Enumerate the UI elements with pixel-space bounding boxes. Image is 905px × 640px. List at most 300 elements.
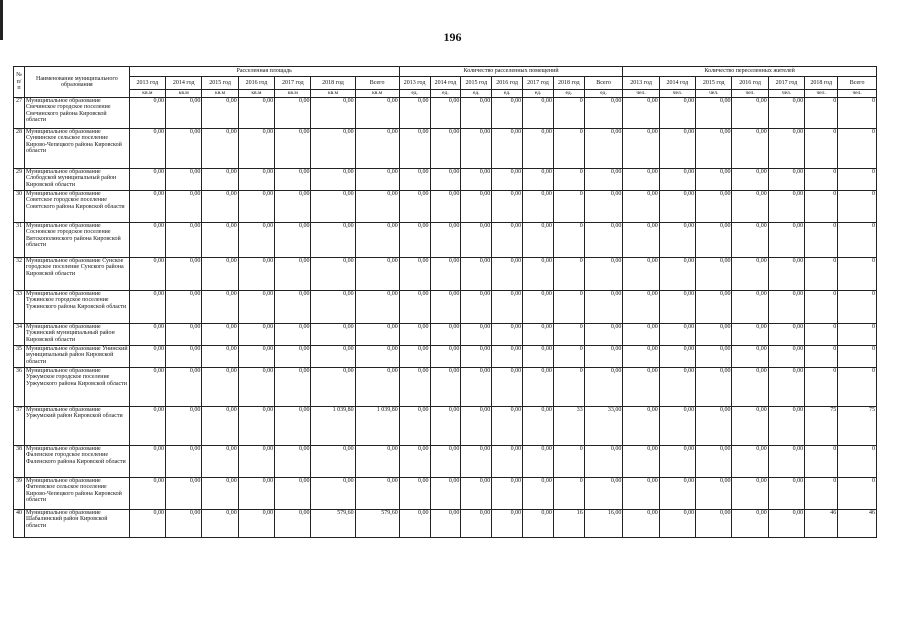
value-cell: 0,00 bbox=[238, 368, 274, 407]
value-cell: 0,00 bbox=[461, 446, 492, 478]
value-cell: 75 bbox=[805, 407, 838, 446]
value-cell: 0,00 bbox=[659, 478, 695, 510]
value-cell: 0,00 bbox=[623, 446, 659, 478]
header-unit: чел. bbox=[838, 90, 877, 98]
value-cell: 0,00 bbox=[166, 98, 202, 129]
value-cell: 0,00 bbox=[492, 169, 523, 191]
value-cell: 0,00 bbox=[238, 191, 274, 223]
row-number: 31 bbox=[14, 223, 25, 258]
row-number: 32 bbox=[14, 258, 25, 291]
value-cell: 16 bbox=[553, 510, 584, 538]
value-cell: 0,00 bbox=[461, 98, 492, 129]
header-unit: чел. bbox=[696, 90, 732, 98]
value-cell: 0,00 bbox=[311, 368, 355, 407]
header-year: Всего bbox=[838, 77, 877, 90]
value-cell: 0,00 bbox=[202, 478, 238, 510]
value-cell: 0,00 bbox=[584, 446, 623, 478]
value-cell: 0 bbox=[838, 324, 877, 346]
row-number: 38 bbox=[14, 446, 25, 478]
value-cell: 0,00 bbox=[202, 223, 238, 258]
header-unit: чел. bbox=[805, 90, 838, 98]
value-cell: 0,00 bbox=[732, 191, 768, 223]
value-cell: 0,00 bbox=[202, 98, 238, 129]
value-cell: 0 bbox=[805, 368, 838, 407]
value-cell: 0,00 bbox=[768, 510, 804, 538]
value-cell: 0 bbox=[838, 478, 877, 510]
header-year: Всего bbox=[355, 77, 399, 90]
value-cell: 0,00 bbox=[696, 169, 732, 191]
value-cell: 0,00 bbox=[311, 346, 355, 368]
value-cell: 0,00 bbox=[430, 291, 461, 324]
municipality-name: Муниципальное образование Уржумское городское поселение Уржумского района Кировской области bbox=[25, 368, 130, 407]
value-cell: 0,00 bbox=[584, 169, 623, 191]
value-cell: 0,00 bbox=[584, 223, 623, 258]
header-unit: кв.м bbox=[355, 90, 399, 98]
value-cell: 0,00 bbox=[311, 129, 355, 169]
value-cell: 0,00 bbox=[275, 129, 311, 169]
value-cell: 0,00 bbox=[732, 98, 768, 129]
municipality-name: Муниципальное образование Фатеевское сельское поселение Кирово-Чепецкого района Кировской области bbox=[25, 478, 130, 510]
value-cell: 0,00 bbox=[430, 169, 461, 191]
value-cell: 0 bbox=[553, 258, 584, 291]
value-cell: 0,00 bbox=[129, 368, 165, 407]
value-cell: 0,00 bbox=[768, 291, 804, 324]
header-group-area: Расселенная площадь bbox=[129, 67, 399, 77]
value-cell: 0 bbox=[553, 346, 584, 368]
table-row bbox=[14, 223, 877, 258]
value-cell: 579,60 bbox=[355, 510, 399, 538]
municipality-name: Муниципальное образование Свечинское городское поселение Свечинского района Кировской области bbox=[25, 98, 130, 129]
value-cell: 0,00 bbox=[461, 191, 492, 223]
table-row bbox=[14, 191, 877, 223]
header-unit: ед. bbox=[399, 90, 430, 98]
value-cell: 0,00 bbox=[238, 223, 274, 258]
table-row bbox=[14, 324, 877, 346]
value-cell: 0,00 bbox=[696, 510, 732, 538]
value-cell: 0,00 bbox=[732, 223, 768, 258]
header-year: 2014 год bbox=[430, 77, 461, 90]
value-cell: 0,00 bbox=[768, 368, 804, 407]
value-cell: 0,00 bbox=[696, 368, 732, 407]
header-unit: кв.м bbox=[166, 90, 202, 98]
value-cell: 0,00 bbox=[355, 191, 399, 223]
municipality-name: Муниципальное образование Сунвинское сельское поселение Кирово-Чепецкого района Кировской области bbox=[25, 129, 130, 169]
value-cell: 0,00 bbox=[166, 368, 202, 407]
value-cell: 0,00 bbox=[430, 346, 461, 368]
value-cell: 0,00 bbox=[523, 346, 554, 368]
value-cell: 0,00 bbox=[696, 129, 732, 169]
value-cell: 0,00 bbox=[659, 98, 695, 129]
value-cell: 0,00 bbox=[623, 407, 659, 446]
value-cell: 0,00 bbox=[129, 478, 165, 510]
value-cell: 579,60 bbox=[311, 510, 355, 538]
value-cell: 16,00 bbox=[584, 510, 623, 538]
value-cell: 0,00 bbox=[623, 98, 659, 129]
value-cell: 0,00 bbox=[768, 407, 804, 446]
header-year: 2017 год bbox=[275, 77, 311, 90]
value-cell: 0,00 bbox=[696, 478, 732, 510]
value-cell: 0,00 bbox=[166, 129, 202, 169]
table-row bbox=[14, 446, 877, 478]
header-unit: ед. bbox=[523, 90, 554, 98]
value-cell: 0,00 bbox=[311, 446, 355, 478]
value-cell: 0,00 bbox=[623, 191, 659, 223]
value-cell: 0,00 bbox=[355, 291, 399, 324]
value-cell: 0,00 bbox=[399, 191, 430, 223]
row-number: 28 bbox=[14, 129, 25, 169]
value-cell: 0,00 bbox=[768, 478, 804, 510]
value-cell: 46 bbox=[805, 510, 838, 538]
value-cell: 46 bbox=[838, 510, 877, 538]
value-cell: 0,00 bbox=[623, 129, 659, 169]
value-cell: 0,00 bbox=[129, 324, 165, 346]
header-year: 2013 год bbox=[399, 77, 430, 90]
value-cell: 75 bbox=[838, 407, 877, 446]
value-cell: 0,00 bbox=[659, 191, 695, 223]
value-cell: 0,00 bbox=[399, 446, 430, 478]
header-name: Наименование муниципального образования bbox=[25, 67, 130, 98]
value-cell: 0,00 bbox=[732, 368, 768, 407]
value-cell: 0,00 bbox=[623, 169, 659, 191]
value-cell: 0,00 bbox=[355, 324, 399, 346]
value-cell: 0,00 bbox=[659, 291, 695, 324]
municipality-name: Муниципальное образование Тужинский муниципальный район Кировской области bbox=[25, 324, 130, 346]
value-cell: 0,00 bbox=[523, 368, 554, 407]
value-cell: 0,00 bbox=[523, 407, 554, 446]
row-number: 40 bbox=[14, 510, 25, 538]
value-cell: 0,00 bbox=[355, 169, 399, 191]
value-cell: 0,00 bbox=[659, 346, 695, 368]
value-cell: 0,00 bbox=[732, 258, 768, 291]
value-cell: 0,00 bbox=[166, 346, 202, 368]
municipality-name: Муниципальное образование Уржумский район Кировской области bbox=[25, 407, 130, 446]
value-cell: 0,00 bbox=[202, 346, 238, 368]
value-cell: 0,00 bbox=[659, 368, 695, 407]
row-number: 30 bbox=[14, 191, 25, 223]
header-year: 2013 год bbox=[623, 77, 659, 90]
value-cell: 0,00 bbox=[768, 98, 804, 129]
header-unit: ед. bbox=[584, 90, 623, 98]
value-cell: 0,00 bbox=[623, 510, 659, 538]
value-cell: 0 bbox=[838, 98, 877, 129]
value-cell: 0,00 bbox=[461, 407, 492, 446]
value-cell: 0,00 bbox=[523, 98, 554, 129]
value-cell: 0,00 bbox=[523, 478, 554, 510]
table-row bbox=[14, 368, 877, 407]
value-cell: 0,00 bbox=[492, 446, 523, 478]
value-cell: 0,00 bbox=[166, 169, 202, 191]
value-cell: 0,00 bbox=[523, 223, 554, 258]
row-number: 29 bbox=[14, 169, 25, 191]
value-cell: 0 bbox=[838, 346, 877, 368]
value-cell: 0,00 bbox=[355, 346, 399, 368]
value-cell: 0,00 bbox=[659, 510, 695, 538]
value-cell: 0,00 bbox=[523, 191, 554, 223]
value-cell: 0,00 bbox=[492, 223, 523, 258]
value-cell: 0,00 bbox=[399, 407, 430, 446]
value-cell: 0,00 bbox=[399, 346, 430, 368]
value-cell: 0,00 bbox=[275, 478, 311, 510]
header-year: 2017 год bbox=[523, 77, 554, 90]
value-cell: 0,00 bbox=[492, 346, 523, 368]
value-cell: 0,00 bbox=[623, 258, 659, 291]
header-unit: кв.м bbox=[238, 90, 274, 98]
value-cell: 0,00 bbox=[584, 258, 623, 291]
value-cell: 0,00 bbox=[129, 169, 165, 191]
value-cell: 0,00 bbox=[430, 407, 461, 446]
value-cell: 0,00 bbox=[238, 129, 274, 169]
header-year: 2016 год bbox=[492, 77, 523, 90]
value-cell: 0 bbox=[805, 446, 838, 478]
value-cell: 0 bbox=[805, 258, 838, 291]
value-cell: 0,00 bbox=[584, 129, 623, 169]
value-cell: 0,00 bbox=[129, 258, 165, 291]
value-cell: 0,00 bbox=[399, 478, 430, 510]
value-cell: 0 bbox=[553, 223, 584, 258]
row-number: 37 bbox=[14, 407, 25, 446]
value-cell: 0 bbox=[805, 129, 838, 169]
header-year: 2016 год bbox=[238, 77, 274, 90]
value-cell: 0,00 bbox=[732, 129, 768, 169]
municipality-name: Муниципальное образование Шабалинский район Кировской области bbox=[25, 510, 130, 538]
header-year: 2018 год bbox=[805, 77, 838, 90]
value-cell: 0,00 bbox=[584, 346, 623, 368]
value-cell: 0 bbox=[553, 98, 584, 129]
value-cell: 0,00 bbox=[399, 368, 430, 407]
value-cell: 0,00 bbox=[275, 510, 311, 538]
value-cell: 0,00 bbox=[238, 258, 274, 291]
value-cell: 0,00 bbox=[430, 324, 461, 346]
value-cell: 0,00 bbox=[166, 407, 202, 446]
value-cell: 0,00 bbox=[696, 191, 732, 223]
header-unit: ед. bbox=[430, 90, 461, 98]
value-cell: 0,00 bbox=[768, 223, 804, 258]
value-cell: 0,00 bbox=[492, 291, 523, 324]
value-cell: 0,00 bbox=[238, 324, 274, 346]
header-year: 2013 год bbox=[129, 77, 165, 90]
row-number: 35 bbox=[14, 346, 25, 368]
value-cell: 0,00 bbox=[311, 258, 355, 291]
value-cell: 0,00 bbox=[696, 223, 732, 258]
value-cell: 0,00 bbox=[430, 258, 461, 291]
value-cell: 0,00 bbox=[399, 258, 430, 291]
value-cell: 0 bbox=[838, 191, 877, 223]
value-cell: 0,00 bbox=[768, 169, 804, 191]
value-cell: 0,00 bbox=[166, 258, 202, 291]
value-cell: 0,00 bbox=[523, 510, 554, 538]
table-row bbox=[14, 258, 877, 291]
value-cell: 0 bbox=[838, 291, 877, 324]
value-cell: 0,00 bbox=[430, 98, 461, 129]
value-cell: 0,00 bbox=[492, 368, 523, 407]
value-cell: 0,00 bbox=[202, 169, 238, 191]
value-cell: 0,00 bbox=[492, 129, 523, 169]
header-group-premises: Количество расселенных помещений bbox=[399, 67, 623, 77]
value-cell: 0,00 bbox=[129, 446, 165, 478]
value-cell: 0,00 bbox=[311, 291, 355, 324]
value-cell: 0,00 bbox=[430, 223, 461, 258]
value-cell: 0,00 bbox=[275, 324, 311, 346]
value-cell: 0,00 bbox=[202, 407, 238, 446]
header-year: 2014 год bbox=[659, 77, 695, 90]
header-unit: кв.м bbox=[275, 90, 311, 98]
value-cell: 0,00 bbox=[623, 478, 659, 510]
value-cell: 33 bbox=[553, 407, 584, 446]
value-cell: 0,00 bbox=[166, 291, 202, 324]
value-cell: 0,00 bbox=[166, 446, 202, 478]
header-unit: ед. bbox=[553, 90, 584, 98]
header-year: 2015 год bbox=[202, 77, 238, 90]
value-cell: 0,00 bbox=[696, 446, 732, 478]
value-cell: 0,00 bbox=[311, 169, 355, 191]
value-cell: 0,00 bbox=[623, 223, 659, 258]
header-year: 2015 год bbox=[696, 77, 732, 90]
value-cell: 0,00 bbox=[238, 478, 274, 510]
header-unit: чел. bbox=[623, 90, 659, 98]
value-cell: 0,00 bbox=[166, 324, 202, 346]
value-cell: 0,00 bbox=[696, 258, 732, 291]
value-cell: 0,00 bbox=[623, 324, 659, 346]
value-cell: 0,00 bbox=[166, 478, 202, 510]
value-cell: 0,00 bbox=[275, 291, 311, 324]
value-cell: 0 bbox=[805, 324, 838, 346]
value-cell: 0 bbox=[805, 98, 838, 129]
value-cell: 0,00 bbox=[523, 324, 554, 346]
header-year: 2014 год bbox=[166, 77, 202, 90]
value-cell: 0,00 bbox=[623, 291, 659, 324]
value-cell: 0,00 bbox=[399, 510, 430, 538]
value-cell: 0 bbox=[553, 291, 584, 324]
value-cell: 0,00 bbox=[492, 510, 523, 538]
value-cell: 0,00 bbox=[355, 129, 399, 169]
value-cell: 0 bbox=[805, 291, 838, 324]
value-cell: 0,00 bbox=[732, 169, 768, 191]
value-cell: 0,00 bbox=[732, 407, 768, 446]
value-cell: 0,00 bbox=[238, 346, 274, 368]
table-row bbox=[14, 98, 877, 129]
value-cell: 0 bbox=[805, 191, 838, 223]
value-cell: 0,00 bbox=[461, 346, 492, 368]
value-cell: 0,00 bbox=[238, 407, 274, 446]
value-cell: 0,00 bbox=[732, 510, 768, 538]
value-cell: 0,00 bbox=[166, 191, 202, 223]
row-number: 34 bbox=[14, 324, 25, 346]
header-unit: чел. bbox=[659, 90, 695, 98]
value-cell: 0 bbox=[553, 478, 584, 510]
value-cell: 0,00 bbox=[275, 346, 311, 368]
value-cell: 0,00 bbox=[166, 223, 202, 258]
value-cell: 0,00 bbox=[461, 291, 492, 324]
value-cell: 0,00 bbox=[399, 324, 430, 346]
value-cell: 0,00 bbox=[355, 223, 399, 258]
table-row bbox=[14, 346, 877, 368]
header-year: 2016 год bbox=[732, 77, 768, 90]
value-cell: 0,00 bbox=[311, 324, 355, 346]
value-cell: 0,00 bbox=[430, 478, 461, 510]
municipality-name: Муниципальное образование Фаленское городское поселение Фаленского района Кировской области bbox=[25, 446, 130, 478]
value-cell: 0,00 bbox=[238, 291, 274, 324]
value-cell: 0 bbox=[805, 223, 838, 258]
value-cell: 0 bbox=[553, 169, 584, 191]
value-cell: 0 bbox=[553, 368, 584, 407]
value-cell: 0,00 bbox=[696, 291, 732, 324]
value-cell: 0,00 bbox=[768, 346, 804, 368]
value-cell: 0,00 bbox=[523, 291, 554, 324]
row-number: 39 bbox=[14, 478, 25, 510]
value-cell: 0,00 bbox=[129, 191, 165, 223]
value-cell: 0,00 bbox=[768, 324, 804, 346]
header-year: 2015 год bbox=[461, 77, 492, 90]
value-cell: 0 bbox=[553, 191, 584, 223]
value-cell: 0 bbox=[553, 446, 584, 478]
header-year: 2018 год bbox=[311, 77, 355, 90]
municipality-name: Муниципальное образование Советское городское поселение Советского района Кировской области bbox=[25, 191, 130, 223]
value-cell: 0,00 bbox=[461, 129, 492, 169]
value-cell: 0,00 bbox=[461, 368, 492, 407]
header-unit: чел. bbox=[732, 90, 768, 98]
header-unit: кв.м bbox=[202, 90, 238, 98]
value-cell: 0,00 bbox=[202, 510, 238, 538]
value-cell: 0,00 bbox=[399, 98, 430, 129]
value-cell: 0,00 bbox=[202, 129, 238, 169]
value-cell: 0,00 bbox=[238, 169, 274, 191]
value-cell: 0,00 bbox=[311, 98, 355, 129]
table-row bbox=[14, 510, 877, 538]
value-cell: 0,00 bbox=[696, 324, 732, 346]
table-row bbox=[14, 478, 877, 510]
value-cell: 0,00 bbox=[399, 169, 430, 191]
value-cell: 0,00 bbox=[430, 129, 461, 169]
value-cell: 0,00 bbox=[355, 98, 399, 129]
header-group-residents: Количество переселенных жителей bbox=[623, 67, 877, 77]
value-cell: 0,00 bbox=[355, 446, 399, 478]
value-cell: 0,00 bbox=[659, 324, 695, 346]
value-cell: 0 bbox=[553, 324, 584, 346]
value-cell: 0,00 bbox=[129, 98, 165, 129]
value-cell: 0,00 bbox=[275, 407, 311, 446]
value-cell: 0,00 bbox=[584, 368, 623, 407]
value-cell: 0,00 bbox=[623, 346, 659, 368]
value-cell: 0,00 bbox=[202, 258, 238, 291]
municipality-name: Муниципальное образование Сунское городское поселение Сунского района Кировской области bbox=[25, 258, 130, 291]
value-cell: 0,00 bbox=[768, 191, 804, 223]
header-unit: кв.м bbox=[311, 90, 355, 98]
value-cell: 0,00 bbox=[659, 446, 695, 478]
value-cell: 0 bbox=[805, 346, 838, 368]
value-cell: 0,00 bbox=[584, 191, 623, 223]
value-cell: 0,00 bbox=[430, 446, 461, 478]
value-cell: 0,00 bbox=[461, 478, 492, 510]
value-cell: 0,00 bbox=[732, 478, 768, 510]
value-cell: 0,00 bbox=[461, 324, 492, 346]
value-cell: 0,00 bbox=[584, 324, 623, 346]
value-cell: 0,00 bbox=[584, 291, 623, 324]
value-cell: 0 bbox=[805, 169, 838, 191]
value-cell: 1 039,80 bbox=[355, 407, 399, 446]
header-unit: кв.м bbox=[129, 90, 165, 98]
row-number: 36 bbox=[14, 368, 25, 407]
value-cell: 0,00 bbox=[202, 324, 238, 346]
value-cell: 0,00 bbox=[659, 129, 695, 169]
value-cell: 0,00 bbox=[623, 368, 659, 407]
value-cell: 0 bbox=[838, 446, 877, 478]
municipality-name: Муниципальное образование Сосновское городское поселение Вятскополянского района Кировской области bbox=[25, 223, 130, 258]
value-cell: 0,00 bbox=[238, 98, 274, 129]
value-cell: 0,00 bbox=[202, 291, 238, 324]
row-number: 33 bbox=[14, 291, 25, 324]
value-cell: 0,00 bbox=[129, 346, 165, 368]
page-number: 196 bbox=[443, 30, 462, 44]
